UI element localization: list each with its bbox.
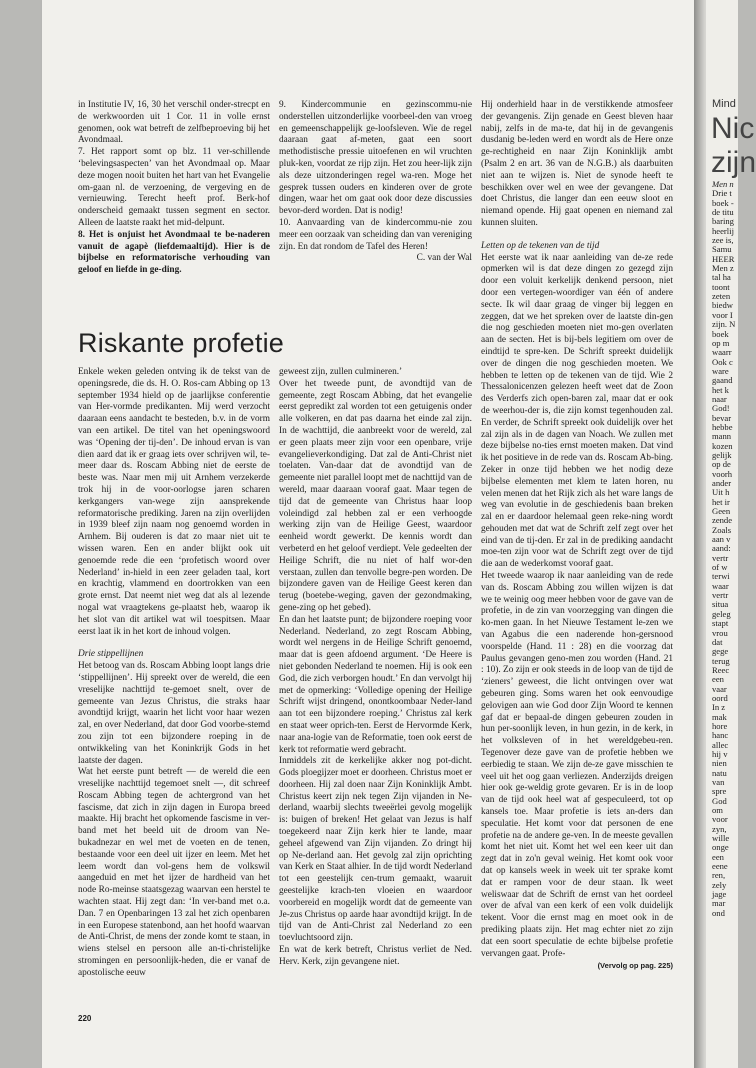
fragment-line: zeten xyxy=(712,291,731,302)
fragment-line: situa xyxy=(712,599,729,610)
paragraph: Over het tweede punt, de avondtijd van de gemeente, zegt Roscam Abbing, dat het evangelie eerst gepredikt zal worden tot een getuigenis onder alle volkeren, en dat pas daarna het einde zal zijn. In de wachttijd, die aanbreekt voor de wereld, zal er geen plaats meer zijn voor een openbare, vrije evangelieverkondiging. Dat zal de Anti-Christ niet toelaten. Van-daar dat de avondtijd van de gemeente niet parallel loopt met de nachttijd van de wereld, maar daaraan vooraf gaat. Maar tegen de tijd dat de gemeente van Christus haar loop voleindigd zal hebben zal er een verhoogde werking zijn van de Heilige Geest, waardoor eenheid wordt gewerkt. De kennis wordt dan verbeterd en het geloof verdiept. Vele gedeelten der Heilige Schrift, die nu niet of half wor-den verstaan, zullen dan tenvolle begre-pen worden. De bijzondere gaven van de Heilige Geest keren dan terug (boetebe-weging, gaven der gezondmaking, gene-zing op het gebed). xyxy=(279,378,472,613)
paragraph: Wat het eerste punt betreft — de wereld die een vreselijke nachttijd tegemoet snelt —, dit schreef Roscam Abbing tegen de achtergrond van het fascisme, dat zich in zijn dagen in Europa breed maakte. Hij bracht het opkomende fascisme in ver-band met het beeld uit de droom van Ne-bukadnezar en wel met de voeten en de tenen, bestaande voor een deel uit ijzer en leem. Met het leem wordt dan vol-gens hem de volkswil aangeduid en met het ijzer de hardheid van het node Ro-meinse staatsgezag waarvan een herstel te wachten staat. Hij zegt dan: ‘In ver-band met o.a. Dan. 7 en Openbaringen 13 zal het zich openbaren in een Europese statenbond, aan het hoofd waarvan de Anti-Christ, de mens der zonde komt te staan, in wiens stelsel en persoon alle an-ti-christelijke stromingen en persoonlijk-heden, die er vanaf de apostolische eeuw xyxy=(78,767,270,978)
fragment-line: Uit h xyxy=(712,487,730,498)
fragment-line: boek - xyxy=(712,197,734,208)
fragment-line: hij v xyxy=(712,748,728,759)
fragment-line: van xyxy=(712,777,725,787)
fragment-line: voor I xyxy=(712,309,733,320)
fragment-line: wille xyxy=(712,833,730,844)
author-signature: C. van der Wal xyxy=(416,253,472,264)
next-page-title-line: Nic xyxy=(711,112,755,145)
page-number: 220 xyxy=(78,1014,92,1023)
article-column-1 xyxy=(78,367,270,1009)
fragment-line: vrou xyxy=(712,627,728,638)
section-subheading: Letten op de tekenen van de tijd xyxy=(481,240,600,251)
fragment-line: stapt xyxy=(712,618,729,629)
fragment-line: ander xyxy=(712,478,732,488)
fragment-line: het ir xyxy=(712,496,730,507)
fragment-line: kozen xyxy=(712,440,733,451)
fragment-line: aan v xyxy=(712,534,731,545)
fragment-line: onge xyxy=(712,842,729,853)
fragment-line: op m xyxy=(712,337,730,348)
fragment-line: oord xyxy=(712,692,728,703)
fragment-line: spre xyxy=(712,786,727,797)
fragment-line: God xyxy=(712,795,727,806)
fragment-line: Men n xyxy=(712,179,734,189)
paragraph: geweest zijn, zullen culmineren.’ xyxy=(279,367,403,377)
fragment-line: allec xyxy=(712,739,729,750)
fragment-line: baring xyxy=(712,216,734,227)
paragraph: Het eerste wat ik naar aanleiding van de-ze rede opmerken wil is dat deze dingen zo gezegd zijn door een voluit kerkelijk denkend persoon, niet door een vertegen-woordiger van één of andere secte. Ik wil daar graag de vinger bij leggen en zeggen, dat we het spreken over de laatste din-gen die nog geschieden moeten niet mo-gen overlaten aan de secten. Het is bij-bels legitiem om over de eindtijd te spre-ken. De Schrift spreekt duidelijk over de dingen die nog geschieden moeten. We hebben te letten op de tekenen van de tijd. Wie 2 Thessalonicenzen gelezen heeft weet dat de Zoon des Verderfs zich open-baren zal, maar dat er ook de weerhou-der is, die zijn komst tegenhouden zal. En verder, de Schrift spreekt ook duidelijk over het zal zijn als in de dagen van Noach. We zullen met deze bijbelse no-ties ernst moeten maken. Dat vind ik het positieve in de rede van ds. Roscam Ab-bing. Zeker in onze tijd hebben we het nodig deze bijbelse elementen met klem te laten horen, nu velen menen dat het Rijk zich als het ware langs de weg van evolutie in de geschiedenis baan breken zal en er daardoor helemaal geen reke-ning wordt gehouden met dat wat de Schrift zelf zegt over het eind van de tij-den. Er zal in de prediking aandacht moe-ten zijn voor wat de Schrift zegt over de tijd die aan de wederkomst vooraf gaat. xyxy=(481,252,673,570)
fragment-line: Samu xyxy=(712,244,732,255)
fragment-line: ren, xyxy=(712,870,726,881)
fragment-line: biedw xyxy=(712,300,734,311)
fragment-line: Zoals xyxy=(712,524,732,535)
fragment-line: waar xyxy=(712,580,729,591)
fragment-line: terwi xyxy=(712,571,730,582)
paragraph: Het betoog van ds. Roscam Abbing loopt langs drie ‘stippellijnen’. Hij spreekt over de wereld, die een vreselijke nachttijd te-gemoet snelt, over de gemeente van Jezus Christus, die straks haar avondtijd krijgt, waarin het licht voor haar wezen zal, en over Nederland, dat door God voorbe-stemd zou zijn tot een bijzondere roeping in de ontwikkeling van het Koninkrijk Gods in het laatste der dagen. xyxy=(78,661,270,766)
fragment-line: hanc xyxy=(712,730,729,741)
fragment-line: vaar xyxy=(712,683,727,694)
fragment-line: het k xyxy=(712,384,729,395)
fragment-line: Drie t xyxy=(712,188,732,199)
fragment-line: zende xyxy=(712,515,733,526)
fragment-line: de titu xyxy=(712,207,734,218)
fragment-line: zijn. N xyxy=(712,319,736,330)
fragment-line: natu xyxy=(712,767,727,778)
fragment-line: mar xyxy=(712,898,726,909)
fragment-line: eene xyxy=(712,861,728,872)
fragment-line: Reec xyxy=(712,664,730,675)
fragment-line: heerlij xyxy=(712,225,734,236)
fragment-line: zely xyxy=(712,879,727,890)
paragraph: 9. Kindercommunie en gezinscommu-nie onderstellen uitzonderlijke voorbeel-den van vroeg en gemeenschappelijk ge-loofsleven. Wie de regel daaraan gaat af-meten, gaat een soort methodistische pressie uitoefenen en wil vruchten pluk-ken, voordat ze rijp zijn. Het zou heer-lijk zijn als deze uitzonderingen regel wa-ren. Moge het gesprek tussen ouders en kinderen over de grote dingen, waar het om gaat ook door deze discussies bevor-derd worden. Dat is nodig! xyxy=(279,100,472,217)
fragment-line: aand: xyxy=(712,543,731,554)
paragraph: Hij onderhield haar in de verstikkende atmosfeer der gevangenis. Zijn genade en Geest bleven haar nabij, zelfs in de ma-te, dat hij in de gevangenis dusdanig be-leden werd en wordt als de Here onze ge-rechtigheid en naar Zijn Koninklijk ambt (Psalm 2 en art. 36 van de N.G.B.) als daarbuiten niet aan te wijzen is. Niet de synode heeft te beschikken over wel en wee der gevangene. Dat doet Christus, die langer dan een eeuw sloot en niemand opende. Hij gaat openen en niemand zal kunnen sluiten. xyxy=(481,100,673,228)
paragraph: 10. Aanvaarding van de kindercommu-nie zou meer een oorzaak van scheiding dan van vereniging zijn. En dat rondom de Tafel des Heren! xyxy=(279,217,472,252)
section-subheading: Drie stippellijnen xyxy=(78,649,144,660)
fragment-line: Men z xyxy=(712,263,734,274)
fragment-line: Geen xyxy=(712,506,731,517)
paragraph: En dan het laatste punt; de bijzondere roeping voor Nederland. Nederland, zo zegt Roscam Abbing, wordt wel nergens in de Heilige Schrift genoemd, maar dat is geen afdoend argument. ‘De Heere is niet gebonden Nederland te noemen. Hij is ook een God, die zich verborgen houdt.’ En dan vervolgt hij met de opmerking: ‘Volledige opening der Heilige Schrift wijst dringend, onontkoombaar Neder-land aan tot een bijzondere roeping.’ Christus zal kerk en staat weer oprich-ten. Eerst de Hervormde Kerk, naar ana-logie van de Reformatie, toen ook eerst de kerk tot reformatie werd gebracht. xyxy=(279,614,472,755)
fragment-line: nien xyxy=(712,758,727,769)
paragraph: Inmiddels zit de kerkelijke akker nog pot-dicht. Gods ploegijzer moet er doorheen. Christus moet er doorheen. Hij zal doen naar Zijn Koninklijk Ambt. Christus keert zijn nek tegen Zijn vijanden in Ne-derland, waarbij slechts tweeërlei gevolg mogelijk is: buigen of breken! Het gelaat van Jezus is half toegekeerd naar Zijn kerk hier te lande, maar geheel afgewend van Zijn vijanden. Zo dringt hij op Ne-derland aan. Het gevolg zal zijn oprichting van Kerk en Staat alhier. In de tijd wordt Nederland tot een geestelijk cen-trum gemaakt, waaruit geestelijke krach-ten vloeien en waardoor voorbereid en mogelijk wordt dat de gemeente van Je-zus Christus op aarde haar avondtijd krijgt. In de tijd van de Anti-Christ zal Nederland zo een toevluchtsoord zijn. xyxy=(279,756,472,944)
fragment-line: mak xyxy=(712,711,727,722)
next-page-text-fragments xyxy=(712,180,742,918)
paragraph: 8. Het is onjuist het Avondmaal te be-naderen vanuit de agapè (liefdemaaltijd). Hier is de bijbelse en reformatorische verhouding van geloof en liefde in ge-ding. xyxy=(78,229,270,276)
fragment-line: zyn, xyxy=(712,823,727,834)
fragment-line: terug xyxy=(712,655,730,666)
fragment-line: hore xyxy=(712,720,728,731)
next-page-title-line: zijn xyxy=(711,146,756,179)
fragment-line: tal ha xyxy=(712,272,731,283)
fragment-line: bevar xyxy=(712,412,732,423)
fragment-line: ond xyxy=(712,907,725,918)
fragment-line: boek xyxy=(712,328,729,339)
fragment-line: gaand xyxy=(712,375,733,386)
paragraph: En wat de kerk betreft, Christus verliet de Ned. Herv. Kerk, zijn gevangene niet. xyxy=(279,945,472,967)
fragment-line: mann xyxy=(712,431,732,442)
fragment-line: HEER xyxy=(712,253,735,264)
fragment-line: dat xyxy=(712,636,723,647)
paragraph: in Institutie IV, 16, 30 het verschil onder-strecpt en de werkwoorden uit 1 Cor. 11 in volle ernst genomen, ook wat betreft de zelfbeproeving bij het Avondmaal. xyxy=(78,100,270,146)
fragment-line: ware xyxy=(712,365,729,376)
fragment-line: voor xyxy=(712,814,728,825)
fragment-line: vertr xyxy=(712,552,729,563)
continued-notice: (Vervolg op pag. 225) xyxy=(597,961,673,971)
paragraph: Enkele weken geleden ontving ik de tekst van de openingsrede, die ds. H. O. Ros-cam Abbing op 13 september 1934 hield op de jaarlijkse conferentie van Her-vormde predikanten. Mij werd verzocht daaraan eens aandacht te besteden, b.v. in de vorm van een artikel. De titel van het openingswoord was ‘Opening der tij-den’. De inhoud ervan is van dien aard dat ik er graag iets over schrijven wil, te-meer daar ds. Roscam Abbing niet de eerste de beste was. Naar men mij uit Arnhem verzekerde trok hij in de voor-oorlogse jaren scharen kerkgangers van-wege zijn aansprekende reformatorische prediking. Jaren na zijn overlijden in 1939 bleef zijn naam nog genoemd worden in Arnhem. Bij ouderen is dat zo maar niet uit te wissen waren. Een en ander blijkt ook uit genoemde rede die een ‘profetisch woord over Nederland’ in-hield in een zeer geladen taal, kort en krachtig, vlammend en doortrokken van een grote ernst. Dat neemt niet weg dat als al lezende nogal wat vraagtekens ge-plaatst heb, waarop ik het slot van dit artikel wat wil toespitsen. Maar eerst laat ik in het kort de inhoud volgen. xyxy=(78,367,270,637)
fragment-line: God! xyxy=(712,403,730,414)
fragment-line: gelijk xyxy=(712,449,732,460)
fragment-line: jage xyxy=(712,889,727,900)
next-page-title xyxy=(711,112,756,180)
fragment-line: naar xyxy=(712,393,727,404)
top-column-2 xyxy=(279,100,472,320)
fragment-line: geleg xyxy=(712,608,731,619)
paragraph: 7. Het rapport somt op blz. 11 ver-schillende ‘belevingsaspecten’ van het Avondmaal op. Maar deze mogen nooit buiten het hart van het Evangelie om-gaan nl. de verzoening, de vergeving en de vernieuwing. Terecht heeft prof. Berk-hof onderscheid gemaakt tussen segment en sector. Alleen de laatste raakt het mid-delpunt. xyxy=(78,147,270,228)
fragment-line: toont xyxy=(712,281,730,292)
fragment-line: vertr xyxy=(712,590,729,601)
article-headline: Riskante profetie xyxy=(78,328,285,358)
next-page-kicker: Mind xyxy=(712,98,736,110)
fragment-line: zee is, xyxy=(712,235,734,246)
fragment-line: hebbe xyxy=(712,421,733,432)
article-column-2 xyxy=(279,367,472,1009)
article-column-3 xyxy=(481,100,673,1016)
paragraph: Het tweede waarop ik naar aanleiding van de rede van ds. Roscam Abbing zou willen wijzen is dat we te weinig oog meer hebben voor de gave van de profetie, in de zin van voorzegging van dingen die ko-men gaan. In het Nieuwe Testament le-zen we van Agabus die een naderende hon-gersnood voorspelde (Hand. 11 : 28) en die voorzag dat Paulus gevangen geno-men zou worden (Hand. 21 : 10). Zo zijn er ook steeds in de loop van de tijd de ‘zieners’ geweest, die licht ontvingen over wat gebeuren ging. Soms waren het ook eenvoudige gelovigen aan wie God door Zijn Woord te kennen gaf dat er bepaal-de dingen gebeuren zouden in hun per-soonlijk leven, in hun gezin, in de kerk, in het volksleven of in het wereldgebeu-ren. Tegenover deze gave van de profetie hebben we eerbiedig te staan. We zijn de-ze gave misschien te veel uit het oog gaan verliezen. Anderzijds dreigen hier ook ge-weldig grote gevaren. Er is in de loop van de tijd ook heel wat af gespeculeerd, tot op kansels toe. Maar profetie is iets an-ders dan speculatie. Het komt voor dat personen de ene profetie na de andere ge-ven. In de meeste gevallen komt het niet uit. Komt het wel een keer uit dan zegt dat in zo'n geval weinig. Het komt ook voor dat op kansels week in week uit ter sprake komt dat er rampen voor de deur staan. Ik weet weliswaar dat de Schrift de ernst van het oordeel over de afval van een kerk of een volk duidelijk tekent. Voor die ernst mag en moet ook in de prediking plaats zijn. Het mag echter niet zo zijn dat een soort speculatie de echte bijbelse profetie vervangen gaat. Profe- xyxy=(481,571,673,959)
fragment-line: om xyxy=(712,805,723,816)
fragment-line: of w xyxy=(712,562,728,573)
fragment-line: een xyxy=(712,674,724,685)
fragment-line: gege xyxy=(712,646,729,657)
fragment-line: op de xyxy=(712,459,731,470)
fragment-line: In z xyxy=(712,702,726,713)
top-column-1 xyxy=(78,100,270,320)
next-page-edge xyxy=(706,0,756,1068)
fragment-line: waarr xyxy=(712,347,732,358)
fragment-line: voorh xyxy=(712,468,733,479)
fragment-line: een xyxy=(712,851,724,862)
fragment-line: Ook c xyxy=(712,356,733,367)
